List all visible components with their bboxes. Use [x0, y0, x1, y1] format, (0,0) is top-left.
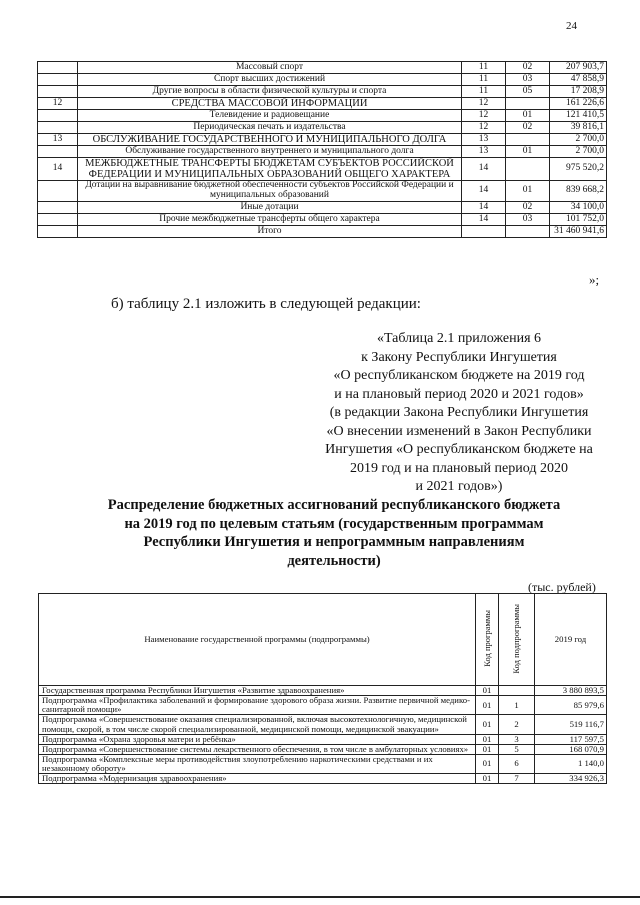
section-name: Дотации на выравнивание бюджетной обеспеченности субъектов Российской Федерации и муниципальных образований [78, 181, 462, 202]
row-number [38, 86, 78, 98]
subsection-code: 03 [506, 74, 550, 86]
total-rz-cell [462, 226, 506, 238]
subprogram-code: 1 [499, 696, 535, 715]
program-amount: 3 880 893,5 [535, 686, 607, 696]
table-row [38, 134, 607, 146]
subsection-code: 05 [506, 86, 550, 98]
subprogram-code: 5 [499, 744, 535, 754]
section-code: 14 [462, 202, 506, 214]
program-name: Подпрограмма «Совершенствование системы лекарственного обеспечения, в том числе в амбулаторных условиях» [39, 744, 476, 754]
amount: 47 858,9 [550, 74, 607, 86]
section-code: 12 [462, 98, 506, 110]
table-row [38, 86, 607, 98]
section-name: Иные дотации [78, 202, 462, 214]
section-code: 14 [462, 158, 506, 181]
program-name: Государственная программа Республики Ингушетия «Развитие здравоохранения» [39, 686, 476, 696]
table-row [38, 62, 607, 74]
heading-line: на 2019 год по целевым статьям (государственным программам [124, 515, 544, 532]
program-code: 01 [476, 696, 499, 715]
table-row [38, 202, 607, 214]
row-number: 12 [38, 98, 78, 110]
subsection-code: 03 [506, 214, 550, 226]
row-number [38, 202, 78, 214]
section-code: 14 [462, 214, 506, 226]
table-row [38, 98, 607, 110]
amount: 2 700,0 [550, 146, 607, 158]
amount: 121 410,5 [550, 110, 607, 122]
caption-line: «Таблица 2.1 приложения 6 [376, 331, 542, 346]
row-number [38, 62, 78, 74]
program-code: 01 [476, 774, 499, 784]
subsection-code: 01 [506, 181, 550, 202]
caption-line: «О республиканском бюджете на 2019 год [333, 368, 585, 383]
subsection-code: 02 [506, 62, 550, 74]
caption-line: «О внесении изменений в Закон Республики [326, 423, 592, 439]
program-code: 01 [476, 715, 499, 734]
total-amount: 31 460 941,6 [550, 226, 607, 238]
caption-line: и 2021 годов») [415, 479, 503, 494]
caption-line: Ингушетия «О республиканском бюджете на [325, 442, 593, 457]
table-row [38, 122, 607, 134]
header-subprogram-code-cell [499, 594, 535, 686]
page-number: 24 [566, 20, 577, 32]
subprogram-code [499, 686, 535, 696]
table-row [39, 686, 607, 696]
program-amount: 168 070,9 [535, 744, 607, 754]
table-row [38, 181, 607, 202]
section-name: Телевидение и радиовещание [78, 110, 462, 122]
subprogram-code: 2 [499, 715, 535, 734]
row-number: 14 [38, 158, 78, 181]
section-code: 13 [462, 134, 506, 146]
total-label: Итого [78, 226, 462, 238]
subsection-code [506, 158, 550, 181]
table-row [39, 754, 607, 773]
total-pr-cell [506, 226, 550, 238]
row-number [38, 181, 78, 202]
program-name: Подпрограмма «Охрана здоровья матери и ребёнка» [39, 734, 476, 744]
amount: 101 752,0 [550, 214, 607, 226]
section-name: ОБСЛУЖИВАНИЕ ГОСУДАРСТВЕННОГО И МУНИЦИПАЛЬНОГО ДОЛГА [78, 134, 462, 146]
table-row [39, 715, 607, 734]
section-name: Прочие межбюджетные трансферты общего характера [78, 214, 462, 226]
section-name: Массовый спорт [78, 62, 462, 74]
header-program-code-cell [476, 594, 499, 686]
total-num-cell [38, 226, 78, 238]
caption-line: 2019 год и на плановый период 2020 [350, 460, 568, 476]
header-year: 2019 год [535, 594, 607, 686]
section-code: 13 [462, 146, 506, 158]
subsection-code [506, 134, 550, 146]
subsection-code [506, 98, 550, 110]
subprogram-code: 6 [499, 754, 535, 773]
units-label: (тыс. рублей) [528, 580, 596, 594]
section-code: 11 [462, 62, 506, 74]
section-name: Периодическая печать и издательства [78, 122, 462, 134]
subsection-code: 02 [506, 122, 550, 134]
amount: 161 226,6 [550, 98, 607, 110]
section-name: Другие вопросы в области физической культуры и спорта [78, 86, 462, 98]
program-name: Подпрограмма «Профилактика заболеваний и формирование здорового образа жизни. Развитие первичной медико-санитарной помощи» [39, 696, 476, 715]
caption-line: к Закону Республики Ингушетия [361, 349, 557, 365]
program-allocation-table [38, 593, 607, 784]
table-row [38, 214, 607, 226]
subsection-code: 01 [506, 110, 550, 122]
program-amount: 334 926,3 [535, 774, 607, 784]
section-code: 11 [462, 86, 506, 98]
amount: 207 903,7 [550, 62, 607, 74]
program-table-body [39, 686, 607, 784]
row-number [38, 110, 78, 122]
header-subprogram-code: Код подпрограммы [511, 603, 522, 674]
row-number [38, 74, 78, 86]
amount: 34 100,0 [550, 202, 607, 214]
table-row [38, 146, 607, 158]
section-code: 14 [462, 181, 506, 202]
program-code: 01 [476, 734, 499, 744]
caption-line: и на плановый период 2020 и 2021 годов» [334, 386, 584, 402]
caption-line: (в редакции Закона Республики Ингушетия [329, 405, 589, 420]
row-number [38, 122, 78, 134]
bottom-border-line [0, 896, 640, 898]
program-name: Подпрограмма «Модернизация здравоохранения» [39, 774, 476, 784]
program-code: 01 [476, 744, 499, 754]
table-row [39, 774, 607, 784]
amount: 2 700,0 [550, 134, 607, 146]
subprogram-code: 7 [499, 774, 535, 784]
program-amount: 1 140,0 [535, 754, 607, 773]
row-number [38, 214, 78, 226]
budget-sections-body [38, 62, 607, 226]
closing-quote-mark: »; [589, 272, 600, 287]
amount: 839 668,2 [550, 181, 607, 202]
section-name: Спорт высших достижений [78, 74, 462, 86]
budget-sections-table [37, 61, 607, 238]
table-caption [300, 330, 618, 497]
amount: 975 520,2 [550, 158, 607, 181]
total-row [38, 226, 607, 238]
section-heading [86, 496, 582, 570]
program-code: 01 [476, 686, 499, 696]
table-row [38, 158, 607, 181]
header-program-name: Наименование государственной программы (подпрограммы) [39, 594, 476, 686]
row-number: 13 [38, 134, 78, 146]
table-row [39, 734, 607, 744]
subsection-code: 01 [506, 146, 550, 158]
section-code: 12 [462, 122, 506, 134]
section-name: Обслуживание государственного внутреннего и муниципального долга [78, 146, 462, 158]
section-code: 12 [462, 110, 506, 122]
table-row [39, 696, 607, 715]
table-row [38, 110, 607, 122]
row-number [38, 146, 78, 158]
program-amount: 519 116,7 [535, 715, 607, 734]
table-row [39, 744, 607, 754]
section-name: МЕЖБЮДЖЕТНЫЕ ТРАНСФЕРТЫ БЮДЖЕТАМ СУБЪЕКТОВ РОССИЙСКОЙ ФЕДЕРАЦИИ И МУНИЦИПАЛЬНЫХ ОБРАЗОВАНИЙ ОБЩЕГО ХАРАКТЕРА [78, 158, 462, 181]
heading-line: Республики Ингушетия и непрограммным направлениям [143, 534, 525, 550]
table-row [38, 74, 607, 86]
subprogram-code: 3 [499, 734, 535, 744]
heading-line: Распределение бюджетных ассигнований республиканского бюджета [107, 497, 561, 513]
amendment-intro-text: б) таблицу 2.1 изложить в следующей редакции: [111, 296, 421, 312]
section-name: СРЕДСТВА МАССОВОЙ ИНФОРМАЦИИ [78, 98, 462, 110]
subsection-code: 02 [506, 202, 550, 214]
program-amount: 117 597,5 [535, 734, 607, 744]
header-program-code: Код программы [481, 610, 492, 667]
amount: 17 208,9 [550, 86, 607, 98]
amount: 39 816,1 [550, 122, 607, 134]
program-code: 01 [476, 754, 499, 773]
program-table-header-row [39, 594, 607, 686]
program-amount: 85 979,6 [535, 696, 607, 715]
program-name: Подпрограмма «Комплексные меры противодействия злоупотреблению наркотическими средствами и их незаконному обороту» [39, 754, 476, 773]
section-code: 11 [462, 74, 506, 86]
program-name: Подпрограмма «Совершенствование оказания специализированной, включая высокотехнологичную, медицинской помощи, скорой, в том числе скорой специализированной, медицинской помощи, медицинской эвакуации» [39, 715, 476, 734]
heading-line: деятельности) [287, 552, 381, 569]
